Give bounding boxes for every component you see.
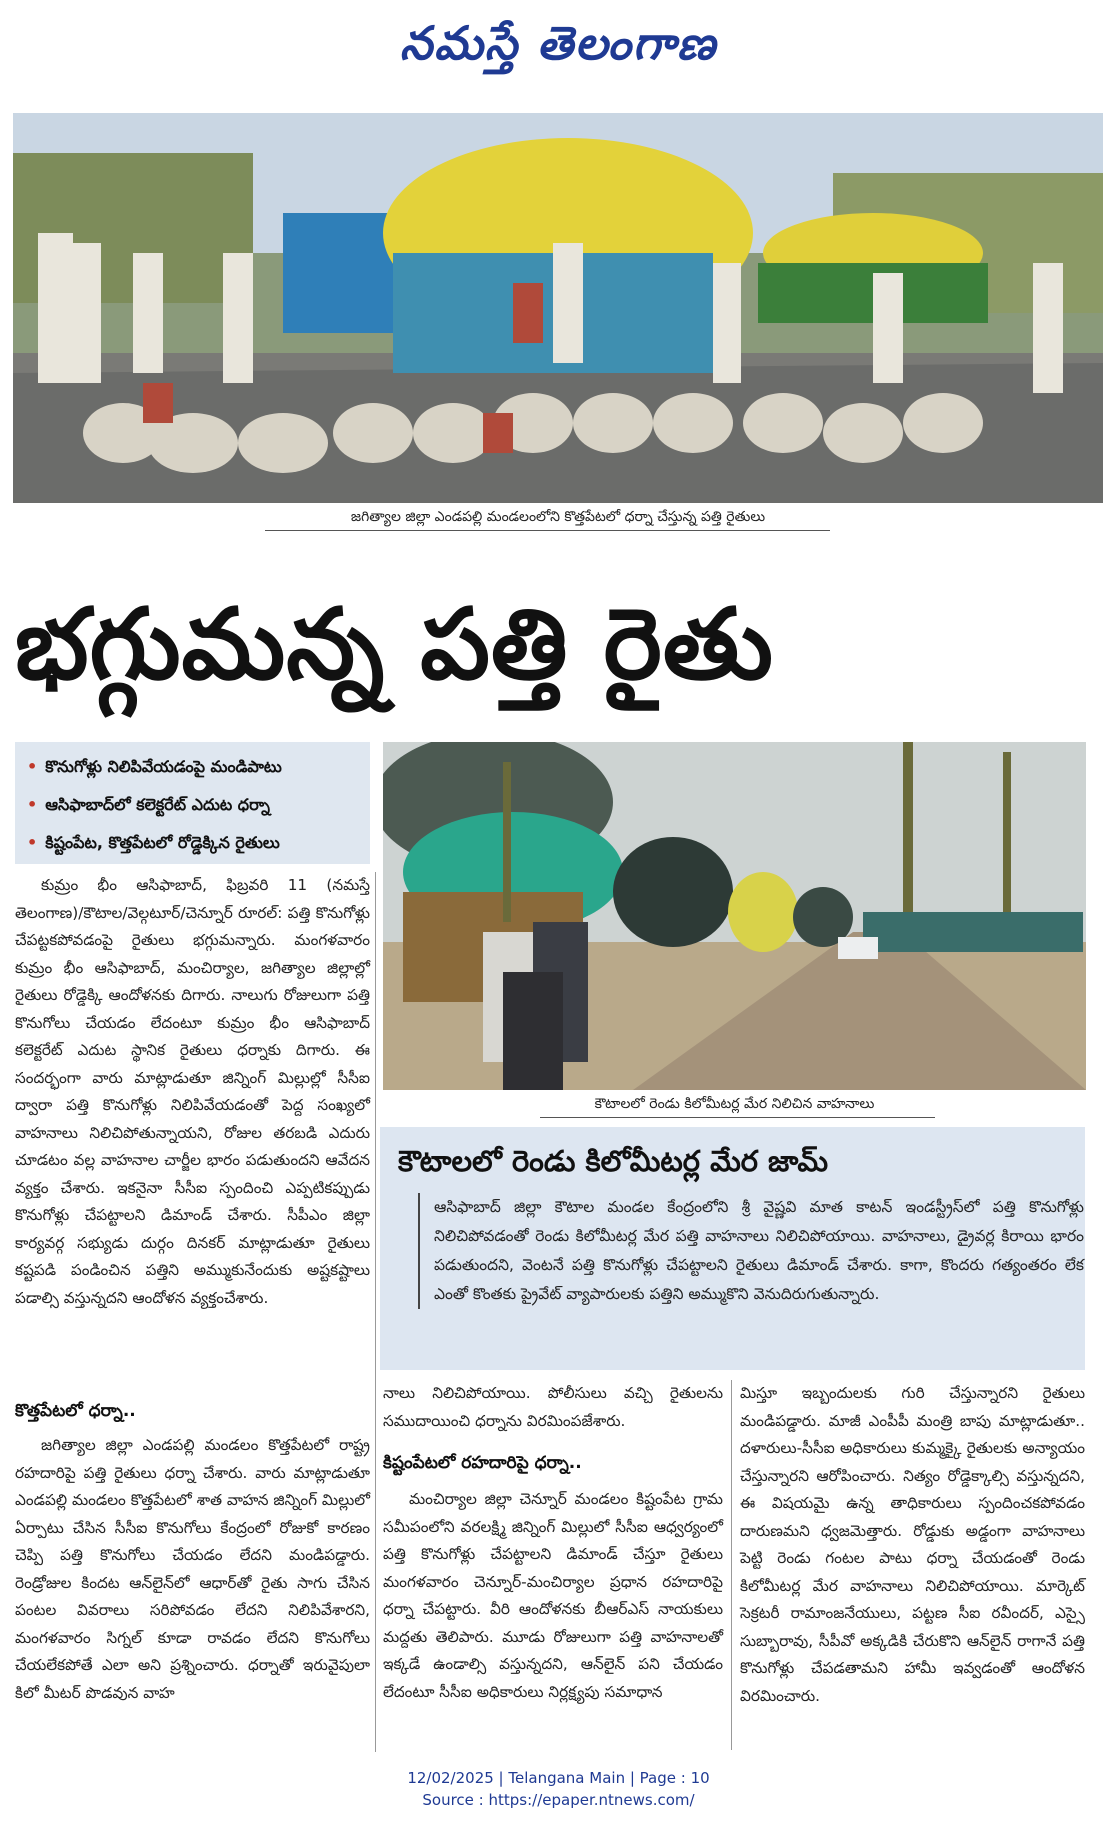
photo-caption-protest: జగిత్యాల జిల్లా ఎండపల్లి మండలంలోని కొత్తపేటలో ధర్నా చేస్తున్న పత్తి రైతులు: [350, 509, 766, 525]
article-paragraph: కుమ్రం భీం ఆసిఫాబాద్, ఫిబ్రవరి 11 (నమస్తే తెలంగాణ)/కౌటాల/వెల్గటూర్/చెన్నూర్ రూరల్: పత్తి కొనుగోళ్లు చేపట్టకపోవడంపై రైతులు భగ్గుమన్నారు. మంగళవారం కుమ్రం భీం ఆసిఫాబాద్, మంచిర్యాల, జగిత్యాల జిల్లాల్లో రైతులు రోడ్డెక్కి ఆందోళనకు దిగారు. నాలుగు రోజులుగా పత్తి కొనుగోలు చేయడం లేదంటూ కుమ్రం భీం ఆసిఫాబాద్ కలెక్టరేట్ ఎదుట స్థానిక రైతులు ధర్నాకు దిగారు. ఈ సందర్భంగా వారు మాట్లాడుతూ జిన్నింగ్ మిల్లుల్లో సీసీఐ ద్వారా పత్తి కొనుగోళ్లు నిలిపివేయడంతో పెద్ద సంఖ్యలో వాహనాలు నిలిచిపోతున్నాయని, రోజుల తరబడి ఎదురు చూడటం వల్ల వాహనాల చార్జీల భారం పడుతుందని ఆవేదన వ్యక్తం చేశారు. ఇకనైనా సీసీఐ స్పందించి ఎప్పటికప్పుడు కొనుగోళ్లు చేపట్టాలని డిమాండ్ చేశారు. సీపీఎం జిల్లా కార్యవర్గ సభ్యుడు దుర్గం దినకర్ మాట్లాడుతూ రైతులు కష్టపడి పండించిన పత్తిని అమ్ముకునేందుకు అష్టకష్టాలు పడాల్సి వస్తున్నదని ఆందోళన వ్యక్తంచేశారు.: [15, 876, 370, 1307]
main-headline: భగ్గుమన్న పత్తి రైతు: [15, 588, 774, 702]
highlights-box: [15, 742, 370, 864]
protest-photo: [13, 113, 1103, 503]
article-column-1: [15, 872, 370, 1312]
subheading-kishtampet: కిష్టంపేటలో రహదారిపై ధర్నా..: [383, 1453, 582, 1473]
article-paragraph: నాలు నిలిచిపోయాయి. పోలీసులు వచ్చి రైతులను సముదాయించి ధర్నాను విరమింపజేశారు.: [383, 1384, 723, 1430]
highlight-item: • ఆసిఫాబాద్‌లో కలెక్టరేట్ ఎదుట ధర్నా: [27, 786, 370, 824]
kautala-jam-box: [380, 1127, 1085, 1370]
box-heading: కౌటాలలో రెండు కిలోమీటర్ల మేర జామ్: [398, 1144, 829, 1178]
subheading-kothapet: కొత్తపేటలో ధర్నా..: [15, 1401, 136, 1421]
box-text: ఆసిఫాబాద్ జిల్లా కౌటాల మండల కేంద్రంలోని శ్రీ వైష్ణవి మాత కాటన్ ఇండస్ట్రీస్‌లో పత్తి కొనుగోళ్లు నిలిచిపోవడంతో రెండు కిలోమీటర్ల మేర పత్తి వాహనాలు నిలిచిపోయాయి. వాహనాలు, డ్రైవర్ల కిరాయి భారం పడుతుందని, వెంటనే పత్తి కొనుగోళ్లు చేపట్టాలని రైతులు డిమాండ్ చేశారు. కాగా, కొందరు గత్యంతరం లేక ఎంతో కొంతకు ప్రైవేట్ వ్యాపారులకు పత్తిని అమ్ముకొని వెనుదిరుగుతున్నారు.: [418, 1193, 1084, 1309]
article-column-3: [740, 1380, 1085, 1710]
article-column-2-continued: [383, 1486, 723, 1706]
footer-date-edition: 12/02/2025 | Telangana Main | Page : 10: [407, 1769, 710, 1787]
lorries-photo: [383, 742, 1086, 1090]
article-paragraph: మిస్తూ ఇబ్బందులకు గురి చేస్తున్నారని రైతులు మండిపడ్డారు. మాజీ ఎంపీపీ మంత్రి బాపు మాట్లాడుతూ.. దళారులు-సీసీఐ అధికారులు కుమ్మక్కై రైతులకు అన్యాయం చేస్తున్నారని ఆరోపించారు. నిత్యం రోడ్డెక్కాల్సి వస్తున్నదని, ఈ విషయమై ఉన్న తాధికారులు స్పందించకపోవడం దారుణమని ధ్వజమెత్తారు. రోడ్డుకు అడ్డంగా వాహనాలు పెట్టి రెండు గంటల పాటు ధర్నా చేయడంతో రెండు కిలోమీటర్ల మేర వాహనాలు నిలిచిపోయాయి. మార్కెట్ సెక్రటరీ రామాంజనేయులు, పట్టణ సీఐ రవీందర్, ఎస్సై సుబ్బారావు, సీపీవో అక్కడికి చేరుకొని ఆన్‌లైన్ రాగానే పత్తి కొనుగోళ్లు చేపడతామని హామీ ఇవ్వడంతో ఆందోళన విరమించారు.: [740, 1384, 1085, 1705]
footer-source-link[interactable]: Source : https://epaper.ntnews.com/: [422, 1791, 695, 1809]
caption-underline: [540, 1117, 935, 1118]
caption-underline: [265, 530, 830, 531]
article-paragraph: జగిత్యాల జిల్లా ఎండపల్లి మండలం కొత్తపేటలో రాష్ట్ర రహదారిపై పత్తి రైతులు ధర్నా చేశారు. వారు మాట్లాడుతూ ఎండపల్లి మండలం కొత్తపేటలో శాత వాహన జిన్నింగ్ మిల్లులో ఏర్పాటు చేసిన సీసీఐ కొనుగోలు కేంద్రంలో రోజుకో కారణం చెప్పి పత్తి కొనుగోలు చేయడం లేదని మండిపడ్డారు. రెండ్రోజుల కిందట ఆన్‌లైన్‌లో ఆధార్‌తో రైతు సాగు చేసిన పంటల వివరాలు సరిపోవడం లేదని నిలిపివేశారని, మంగళవారం సిగ్నల్ కూడా రావడం లేదని కొనుగోలు చేయలేకపోతే ఎలా అని ప్రశ్నించారు. ధర్నాతో ఇరువైపులా కిలో మీటర్ పొడవున వాహ: [15, 1436, 370, 1702]
article-paragraph: మంచిర్యాల జిల్లా చెన్నూర్ మండలం కిష్టంపేట గ్రామ సమీపంలోని వరలక్ష్మి జిన్నింగ్ మిల్లులో సీసీఐ ఆధ్వర్యంలో పత్తి కొనుగోళ్లు చేపట్టాలని డిమాండ్ చేస్తూ రైతులు మంగళవారం చెన్నూర్-మంచిర్యాల ప్రధాన రహదారిపై ధర్నా చేపట్టారు. వీరి ఆందోళనకు బీఆర్ఎస్ నాయకులు మద్దతు తెలిపారు. మూడు రోజులుగా పత్తి వాహనాలతో ఇక్కడే ఉండాల్సి వస్తున్నదని, ఆన్‌లైన్ పని చేయడం లేదంటూ సీసీఐ అధికారులు నిర్లక్ష్యపు సమాధాన: [383, 1490, 723, 1701]
page-footer: [0, 1767, 1117, 1811]
article-column-1-continued: [15, 1432, 370, 1707]
column-divider: [731, 1380, 732, 1750]
article-column-2: [383, 1380, 723, 1435]
masthead-title: నమస్తే తెలంగాణ: [399, 16, 718, 70]
column-divider: [375, 872, 376, 1752]
highlight-item: • కొనుగోళ్లు నిలిపివేయడంపై మండిపాటు: [27, 748, 370, 786]
photo-caption-lorries: కౌటాలలో రెండు కిలోమీటర్ల మేర నిలిచిన వాహనాలు: [594, 1096, 875, 1112]
highlight-item: • కిష్టంపేట, కొత్తపేటలో రోడ్డెక్కిన రైతులు: [27, 824, 370, 862]
